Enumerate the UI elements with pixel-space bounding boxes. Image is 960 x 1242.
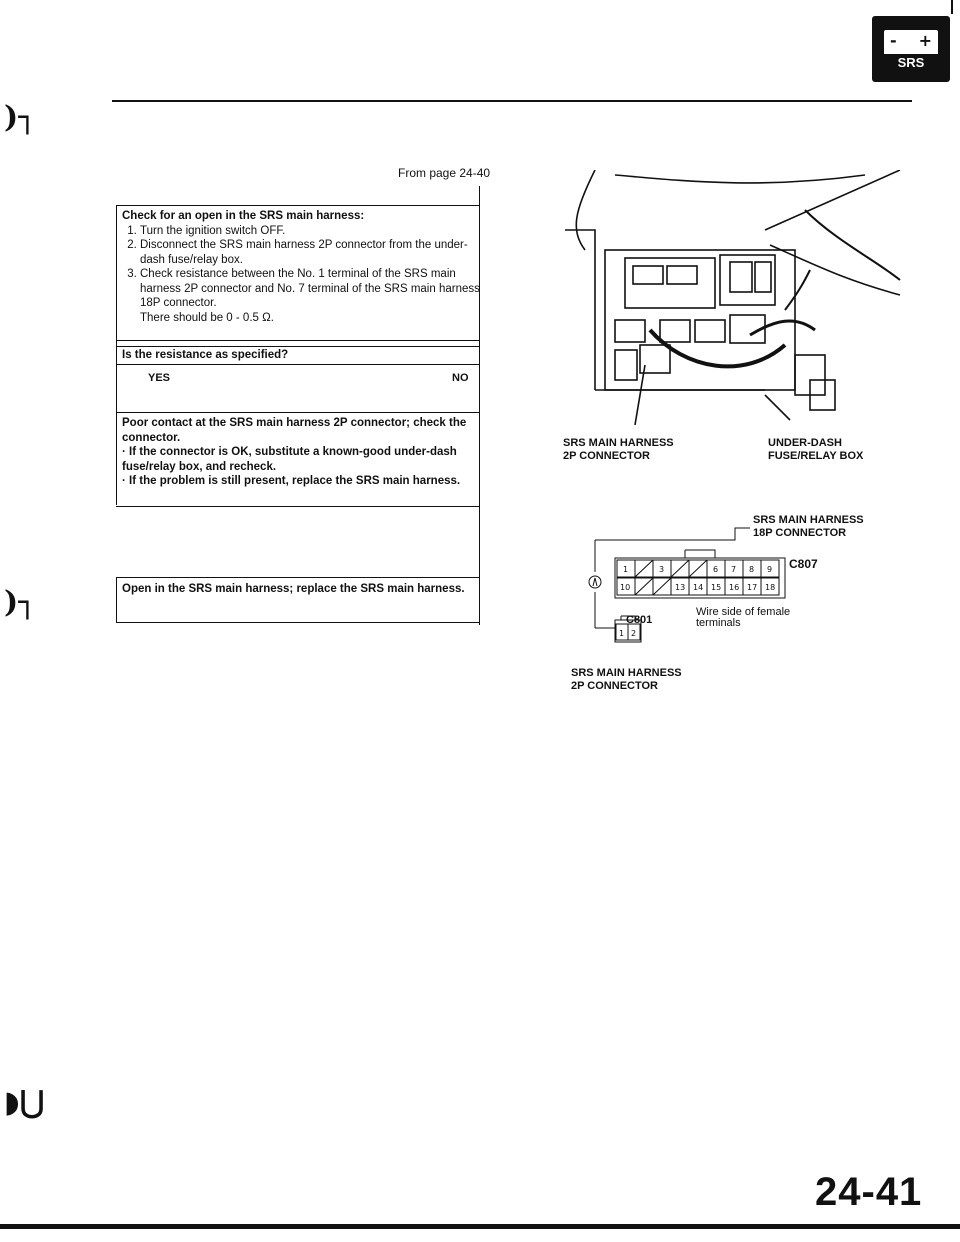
- open-harness-box: Open in the SRS main harness; replace the SRS main harness.: [122, 583, 465, 595]
- pin-10: 10: [620, 583, 631, 592]
- flow-line-top: [479, 186, 480, 206]
- check-title: Check for an open in the SRS main harness:: [122, 210, 365, 222]
- fuse-box-illustration: [555, 170, 905, 425]
- check-step: 3. Check resistance between the No. 1 terminal of the SRS main harness 2P connector and No. 7 terminal of the SRS main harness 18P connector.: [140, 267, 480, 311]
- binding-mark-mid: )┐: [4, 585, 37, 620]
- question: Is the resistance as specified?: [122, 349, 289, 361]
- from-page-ref: From page 24-40: [398, 166, 491, 180]
- pin-3: 3: [659, 565, 665, 574]
- plus-sign: +: [918, 30, 932, 50]
- badge-label: SRS: [884, 54, 938, 72]
- header-rule: [112, 100, 912, 102]
- no-label: NO: [452, 372, 469, 384]
- pin-7: 7: [731, 565, 737, 574]
- pin-16: 16: [729, 583, 740, 592]
- srs-18p-label: SRS MAIN HARNESS 18P CONNECTOR: [753, 514, 864, 539]
- battery-icon: [884, 30, 938, 72]
- pin-13: 13: [675, 583, 686, 592]
- connector-schematic: [585, 520, 795, 650]
- pin-18: 18: [765, 583, 776, 592]
- poor-contact-title: Poor contact at the SRS main harness 2P connector; check the connector.: [122, 417, 467, 444]
- minus-sign: -: [890, 30, 897, 50]
- poor-contact-bullet: · If the connector is OK, substitute a known-good under-dash fuse/relay box, and recheck.: [122, 446, 457, 473]
- poor-contact-bullet: · If the problem is still present, replace the SRS main harness.: [122, 475, 461, 487]
- srs-badge: [872, 16, 950, 82]
- wire-side-note: Wire side of female terminals: [696, 606, 791, 629]
- pin-9: 9: [767, 565, 773, 574]
- check-box: [122, 209, 480, 325]
- pin-17: 17: [747, 583, 758, 592]
- connector-2p-pins: [616, 624, 640, 640]
- check-step: 1. Turn the ignition switch OFF.: [140, 224, 480, 239]
- page-number: 24-41: [815, 1170, 923, 1214]
- srs-2p-bottom-label: SRS MAIN HARNESS 2P CONNECTOR: [571, 667, 682, 692]
- poor-contact-bullets: [122, 445, 480, 489]
- flow-line-left: [116, 205, 117, 505]
- meter-icon: [589, 576, 601, 588]
- pin-2p-2: 2: [631, 629, 637, 638]
- pin-8: 8: [749, 565, 755, 574]
- pin-1: 1: [623, 565, 629, 574]
- c807-label: C807: [789, 557, 818, 571]
- pin-14: 14: [693, 583, 704, 592]
- footer-rule: [0, 1224, 960, 1229]
- pin-2p-1: 1: [619, 629, 625, 638]
- binding-mark-top: )┐: [4, 100, 37, 135]
- srs-2p-label: SRS MAIN HARNESS 2P CONNECTOR: [563, 437, 674, 462]
- fuse-box-label: UNDER-DASH FUSE/RELAY BOX: [768, 437, 864, 462]
- poor-contact-box: [122, 416, 480, 489]
- pin-15: 15: [711, 583, 722, 592]
- check-spec: There should be 0 - 0.5 Ω.: [140, 311, 274, 324]
- pin-6: 6: [713, 565, 719, 574]
- check-steps: [122, 224, 480, 311]
- connector-18p-pins: [617, 560, 779, 595]
- check-step: 2. Disconnect the SRS main harness 2P connector from the under-dash fuse/relay box.: [140, 238, 480, 267]
- corner-mark: [951, 0, 953, 14]
- binding-mark-bottom: ◗⋃: [4, 1085, 45, 1120]
- yes-label: YES: [148, 372, 171, 384]
- c801-label: C801: [626, 614, 653, 626]
